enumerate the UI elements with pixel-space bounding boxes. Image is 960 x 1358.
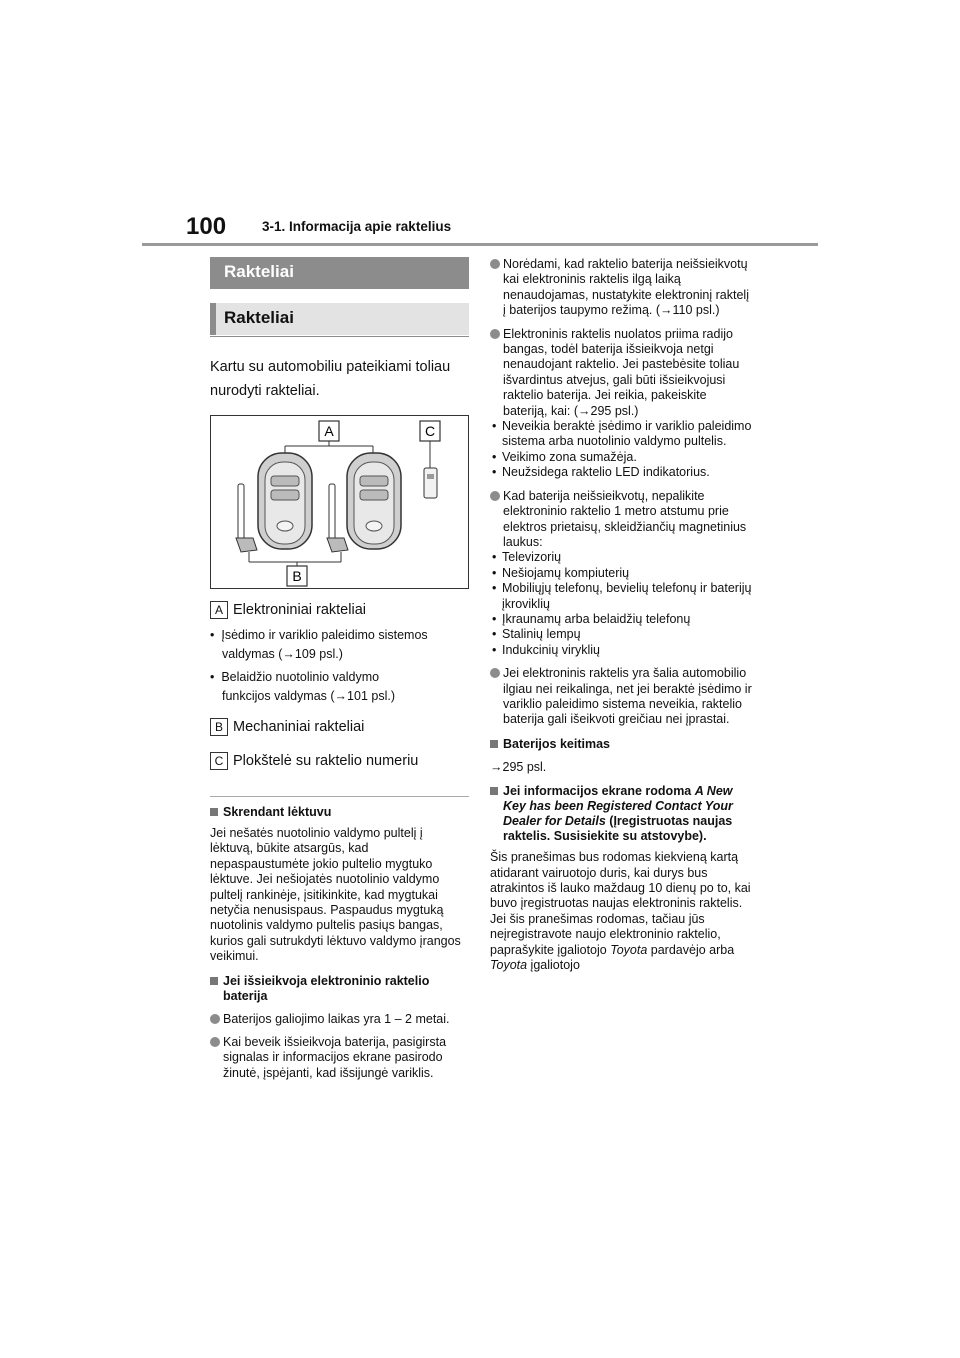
bullet-item: • Įkraunamų arba belaidžių telefonų [492,611,691,626]
list-item: Kai beveik išsieikvoja baterija, pasigirsta signalas ir informacijos ekrane pasirodo žinutė, įspėjanti, kad išsijungė variklis. [210,1035,469,1081]
circle-bullet-icon [490,329,500,339]
subheading-airplane: Skrendant lėktuvu [210,805,469,820]
legend-item-b [210,718,469,736]
subheading-battery-replace: Baterijos keitimas [490,737,752,752]
bullet-item: • Nešiojamų kompiuterių [492,565,630,580]
list-item: Kad baterija neišsieikvotų, nepalikite elektroninio raktelio 1 metro atstumu prie elektros prietaisų, skleidžiančių magnetinius laukus: [490,489,752,551]
circle-bullet-icon [210,1037,220,1047]
intro-text: Kartu su automobiliu pateikiami toliau nurodyti rakteliai. [210,359,451,399]
right-column [490,257,752,973]
legend-text-b: Mechaniniai rakteliai [233,719,365,735]
square-bullet-icon [210,977,218,985]
label-b: B [292,568,302,584]
leader-a [285,441,373,454]
left-column [210,257,469,1081]
legend-letter-a: A [210,601,228,619]
legend-item-c [210,752,469,770]
legend-text-a: Elektroniniai rakteliai [233,602,366,618]
circle-bullet-icon [490,668,500,678]
bullet-item: • Veikimo zona sumažėja. [492,449,637,464]
mechanical-key-right [327,484,348,552]
key-number-plate [424,468,437,498]
section-heading: Rakteliai [210,303,469,335]
list-item: Elektroninis raktelis nuolatos priima radijo bangas, todėl baterija išsieikvoja netgi nenaudojant raktelio. Jei pastebėsite toliau išvardintus atvejus, gali būti išsieikvojusi raktelio baterija. Jei reikia, pakeiskite bateriją, kai: (→295 psl.) [490,327,752,419]
list-item: Baterijos galiojimo laikas yra 1 – 2 metai. [210,1012,469,1027]
bullet-item: • Mobiliųjų telefonų, bevielių telefonų ir baterijų įkroviklių [492,581,752,611]
bullet-item: • Televizorių [492,550,562,565]
keys-drawing [211,416,468,588]
legend-letter-c: C [210,752,228,770]
leader-b [249,552,341,566]
legend-sub-bullet: • Belaidžio nuotolinio valdymo funkcijos valdymas (→101 psl.) [210,670,395,703]
mechanical-key-left [236,484,257,552]
legend-letter-b: B [210,718,228,736]
circle-bullet-icon [490,259,500,269]
subheading-new-key: Jei informacijos ekrane rodoma A New Key has been Registered Contact Your Dealer for Details (Įregistruotas naujas raktelis. Susisiekite su atstovybe). [490,784,752,844]
list-item: Jei elektroninis raktelis yra šalia automobilio ilgiau nei reikalinga, net jei beraktė įsėdimo ir variklio paleidimo sistema neveikia, raktelio baterija gali išeikvoti greičiau nei įprastai. [490,666,752,728]
subheading-battery-depleted: Jei išsieikvoja elektroninio raktelio baterija [210,974,469,1004]
bullet-item: • Neveikia beraktė įsėdimo ir variklio paleidimo sistema arba nuotolinio valdymo pultelis. [492,419,752,449]
legend-text-c: Plokštelė su raktelio numeriu [233,753,419,769]
electronic-key-right [347,453,401,549]
bullet-item: • Stalinių lempų [492,627,581,642]
page-number: 100 [186,213,227,240]
circle-bullet-icon [210,1014,220,1024]
new-key-text: Šis pranešimas bus rodomas kiekvieną kartą atidarant vairuotojo duris, kai durys bus atrakintos iš lauko maždaug 10 dienų po to, kai buvo įregistruotas naujas elektroninis raktelis. Jei šis pranešimas rodomas, tačiau jūs neįregistravote naujo elektroninio raktelio, paprašykite įgaliotojo Toyota pardavėjo arba Toyota įgaliotojo [490,850,751,973]
bullet-item: • Neužsidega raktelio LED indikatorius. [492,465,710,480]
list-item: Norėdami, kad raktelio baterija neišsieikvotų kai elektroninis raktelis ilgą laiką nenaudojamas, nustatykite elektroninį raktelį į baterijos taupymo režimą. (→110 psl.) [490,257,752,319]
chapter-heading: Rakteliai [210,257,469,289]
square-bullet-icon [490,740,498,748]
airplane-text: Jei nešatės nuotolinio valdymo pultelį į lėktuvą, būkite atsargūs, kad nepaspaustumėte jokio pultelio mygtuko lėktuve. Jei nešiojatės nuotolinio valdymo pultelį rankinėje, įsitikinkite, kad mygtukai netyčia nenusispaus. Paspaudus mygtuką nuotolinis valdymo pultelis pasiųs bangas, kurios gali sutrukdyti lėktuvo valdymo įrangos veikimui. [210,826,461,964]
electronic-key-left [258,453,312,549]
keys-illustration [210,415,469,589]
circle-bullet-icon [490,491,500,501]
battery-replace-ref: →295 psl. [490,759,547,774]
header-rule [142,243,818,246]
square-bullet-icon [490,787,498,795]
bullet-item: • Indukcinių viryklių [492,642,600,657]
legend-sub-bullet: • Įsėdimo ir variklio paleidimo sistemos valdymas (→109 psl.) [210,628,428,661]
label-a: A [324,423,334,439]
label-c: C [424,423,436,439]
section-divider [210,796,469,797]
section-title: 3-1. Informacija apie raktelius [262,219,452,234]
square-bullet-icon [210,808,218,816]
legend-item-a [210,601,469,619]
